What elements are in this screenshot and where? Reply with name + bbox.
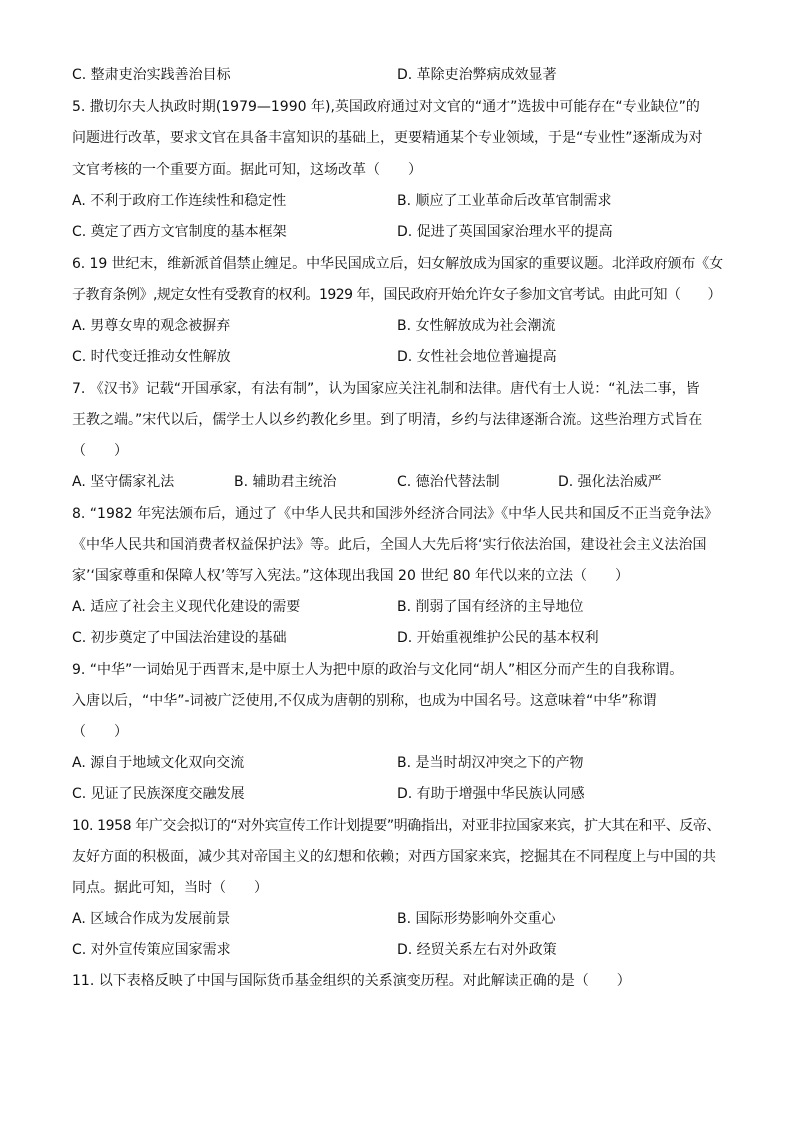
q5-option-a: A. 不利于政府工作连续性和稳定性 (72, 193, 287, 209)
q9-option-b: B. 是当时胡汉冲突之下的产物 (397, 755, 584, 771)
q6-option-a: A. 男尊女卑的观念被摒弃 (72, 318, 231, 334)
q9-option-d: D. 有助于增强中华民族认同感 (397, 786, 585, 802)
q5-stem-line-3: 文官考核的一个重要方面。据此可知，这场改革（ ） (72, 162, 422, 178)
q11-stem-line-1: 11. 以下表格反映了中国与国际货币基金组织的关系演变历程。对此解读正确的是（ ） (72, 973, 631, 989)
q5-stem-line-2: 问题进行改革，要求文官在具备丰富知识的基础上，更要精通某个专业领域，于是“专业性”逐渐成为对 (72, 130, 703, 146)
q7-stem-line-1: 7. 《汉书》记载“开国承家，有法有制”，认为国家应关注礼制和法律。唐代有士人说：“礼法二事，皆 (72, 381, 700, 397)
q6-option-d: D. 女性社会地位普遍提高 (397, 349, 557, 365)
q5-stem-line-1: 5. 撒切尔夫人执政时期(1979—1990 年),英国政府通过对文官的“通才”选拔中可能存在“专业缺位”的 (72, 99, 700, 115)
q9-option-a: A. 源自于地域文化双向交流 (72, 755, 245, 771)
q9-stem-line-2: 入唐以后，“中华”-词被广泛使用,不仅成为唐朝的别称，也成为中国名号。这意味着“中华”称谓 (72, 693, 657, 709)
q8-stem-line-1: 8. “1982 年宪法颁布后，通过了《中华人民共和国涉外经济合同法》《中华人民共和国反不正当竞争法》 (72, 506, 719, 522)
q7-option-d: D. 强化法治威严 (558, 474, 662, 490)
q5-option-b: B. 顺应了工业革命后改革官制需求 (397, 193, 612, 209)
q7-option-a: A. 坚守儒家礼法 (72, 474, 175, 490)
q8-stem-line-2: 《中华人民共和国消费者权益保护法》等。此后，全国人大先后将‘实行依法治国，建设社会主义法治国 (72, 537, 707, 553)
q10-stem-line-2: 友好方面的积极面，减少其对帝国主义的幻想和依赖；对西方国家来宾，挖掘其在不同程度上与中国的共 (72, 849, 716, 865)
q9-option-c: C. 见证了民族深度交融发展 (72, 786, 245, 802)
q8-stem-line-3: 家’‘国家尊重和保障人权’等写入宪法。”这体现出我国 20 世纪 80 年代以来的立法（ ） (72, 568, 630, 584)
q7-option-b: B. 辅助君主统治 (234, 474, 337, 490)
q6-option-b: B. 女性解放成为社会潮流 (397, 318, 556, 334)
q8-option-a: A. 适应了社会主义现代化建设的需要 (72, 599, 301, 615)
q8-option-b: B. 削弱了国有经济的主导地位 (397, 599, 584, 615)
q6-option-c: C. 时代变迁推动女性解放 (72, 349, 231, 365)
q6-stem-line-1: 6. 19 世纪末，维新派首倡禁止缠足。中华民国成立后，妇女解放成为国家的重要议题。北洋政府颁布《女 (72, 256, 724, 272)
q4-option-c: C. 整肃吏治实践善治目标 (72, 67, 231, 83)
q10-option-a: A. 区域合作成为发展前景 (72, 911, 231, 927)
q10-option-d: D. 经贸关系左右对外政策 (397, 942, 557, 958)
q7-stem-line-2: 王教之端。”宋代以后，儒学士人以乡约教化乡里。到了明清，乡约与法律逐渐合流。这些治理方式旨在 (72, 412, 703, 428)
q10-option-b: B. 国际形势影响外交重心 (397, 911, 556, 927)
q8-option-d: D. 开始重视维护公民的基本权利 (397, 630, 599, 646)
q7-option-c: C. 德治代替法制 (397, 474, 500, 490)
q10-option-c: C. 对外宣传策应国家需求 (72, 942, 231, 958)
q10-stem-line-1: 10. 1958 年广交会拟订的“对外宾宣传工作计划提要”明确指出，对亚非拉国家来宾，扩大其在和平、反帝、 (72, 818, 721, 834)
q6-stem-line-2: 子教育条例》,规定女性有受教育的权利。1929 年，国民政府开始允许女子参加文官考试。由此可知（ ） (72, 287, 722, 303)
q8-option-c: C. 初步奠定了中国法治建设的基础 (72, 630, 287, 646)
q5-option-d: D. 促进了英国国家治理水平的提高 (397, 224, 613, 240)
q10-stem-line-3: 同点。据此可知，当时（ ） (72, 880, 268, 896)
q5-option-c: C. 奠定了西方文官制度的基本框架 (72, 224, 287, 240)
q7-stem-line-3: （ ） (72, 443, 128, 459)
q9-stem-line-1: 9. “中华”一词始见于西晋末,是中原士人为把中原的政治与文化同“胡人”相区分而产生的自我称谓。 (72, 662, 684, 678)
q9-stem-line-3: （ ） (72, 724, 128, 740)
q4-option-d: D. 革除吏治弊病成效显著 (397, 67, 557, 83)
